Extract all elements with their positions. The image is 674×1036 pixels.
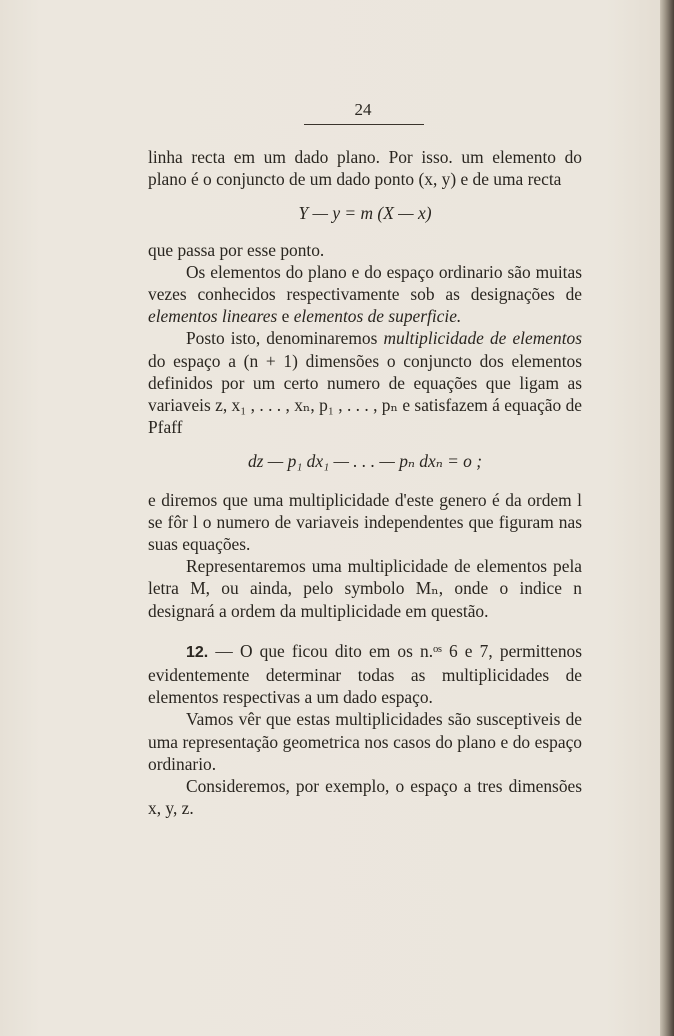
header-rule [304,124,424,125]
paragraph-3-term-a: elementos lineares [148,306,278,327]
body-text [148,146,582,819]
page-number: 24 [354,100,372,119]
paragraph-3 [148,261,582,328]
paragraph-3-text-a: Os elementos do plano e do espaço ordinario são muitas vezes conhecidos respectivamente sob as designações de [148,261,582,305]
paragraph-4 [148,327,582,438]
paragraph-4-text-c: do espaço a (n + 1) dimensões o conjuncto dos elementos definidos por um certo numero de equações que ligam as variaveis z, x₁ , . . . , xₙ, p₁ , . . . , pₙ e satisfazem á equação de Pfaff [148,350,582,438]
paragraph-9: Consideremos, por exemplo, o espaço a tres dimensões x, y, z. [148,776,582,819]
equation-line: Y — y = m (X — x) [298,203,432,224]
paragraph-8: Vamos vêr que estas multiplicidades são susceptiveis de uma representação geometrica nos casos do plano e do espaço ordinario. [148,709,582,774]
paragraph-4-text-a: Posto isto, denominaremos [186,328,384,349]
paragraph-3-term-b: elementos de superficie. [293,306,462,327]
page-edge [660,0,674,1036]
paragraph-1: linha recta em um dado plano. Por isso. um elemento do plano é o conjuncto de um dado ponto (x, y) e de uma recta [148,147,582,190]
paragraph-5: e diremos que uma multiplicidade d'este genero é da ordem l se fôr l o numero de variaveis independentes que figuram nas suas equações. [148,489,582,555]
paragraph-7-text: — O que ficou dito em os n.ᵒˢ 6 e 7, permittenos evidentemente determinar todas as multiplicidades de elementos respectivas a um dado espaço. [148,640,582,708]
paragraph-6: Representaremos uma multiplicidade de elementos pela letra M, ou ainda, pelo symbolo Mₙ, onde o indice n designará a ordem da multiplicidade em questão. [148,556,582,621]
pfaff-equation: dz — p₁ dx₁ — . . . — pₙ dxₙ = o ; [247,451,483,472]
section-gap [148,622,582,640]
section-number: 12. [186,643,209,661]
paragraph-4-term: multiplicidade de elementos [383,328,582,349]
paragraph-7 [148,640,582,709]
paragraph-2: que passa por esse ponto. [148,239,325,260]
paragraph-3-text-c: e [277,306,294,327]
